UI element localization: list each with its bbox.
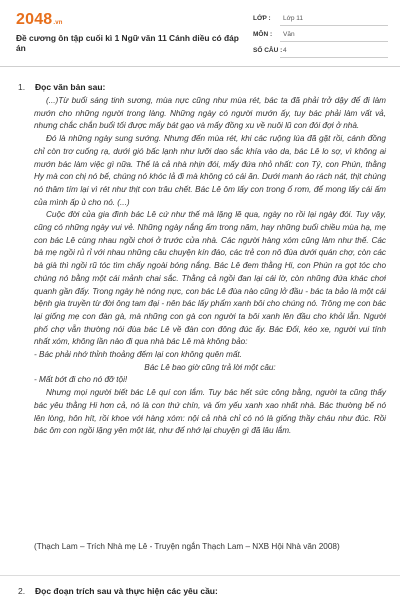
passage-source: (Thạch Lam – Trích Nhà mẹ Lê - Truyện ngắn Thạch Lam – NXB Hội Nhà văn 2008) [34, 542, 340, 551]
question-count-underline [280, 57, 388, 58]
question-1-title: Đọc văn bản sau: [35, 82, 106, 92]
subject-value: Văn [283, 31, 295, 38]
question-2-number: 2. [18, 586, 26, 596]
document-title: Đề cương ôn tập cuối kì 1 Ngữ văn 11 Cánh diều có đáp án [16, 33, 239, 53]
passage-paragraph: Cuộc đời của gia đình bác Lê cứ như thế mà lặng lẽ qua, ngày no rồi lại ngày đói. Tuy vậy, cũng có những ngày vui vẻ. Những ngày nắng ấm trong năm, hay những buổi chiều mùa hạ, mẹ con bác Lê cùng nhau ngồi chơi ở trước cửa nhà. Các người hàng xóm cũng làm như thế. Các bà mẹ ngồi rủ rỉ với nhau những câu chuyện kín đáo, các trẻ con nô đùa dưới quán chợ, còn các bà già thì ngồi rũ tóc tìm chấy ngoài bóng nắng. Bác Lê đem thằng Hi, con Phún ra gọt tóc cho chúng nó bằng một cái mảnh chai sắc. Thằng cả ngồi đan lại cái lờ, còn những đứa khác chơi quanh gần đấy. Trong ngày hè nóng nực, con bác Lê đùa nào cũng lở đầu - bác ta bảo là một cái bệnh gia truyền từ đời ông tam đại - nên bác lấy phẩm xanh bôi cho chúng nó. Trông mẹ con bác lại giống mẹ con đàn gà, mà những con gà con người ta bôi xanh lên đầu cho khỏi lẫn. Người phố chợ vẫn thường nói đùa bác Lê về đàn con đông đúc ấy. Bác Đối, kéo xe, người vui tính nhất xóm, không lần nào đi qua nhà bác Lê mà không bảo: [34, 210, 386, 347]
document-header [0, 0, 400, 67]
question-divider [0, 575, 400, 576]
site-logo[interactable] [16, 11, 63, 29]
question-2-title: Đọc đoạn trích sau và thực hiện các yêu cầu: [35, 586, 218, 596]
logo-text: 2048 [16, 11, 53, 28]
question-count-label: SỐ CÂU : [253, 47, 283, 54]
passage-dialogue: - Bác phải nhớ thỉnh thoảng đếm lại con không quên mất. [34, 350, 242, 360]
question-1-passage [34, 95, 386, 438]
grade-underline [280, 25, 388, 26]
passage-paragraph: (...)Từ buổi sáng tinh sương, mùa nực cũng như mùa rét, bác ta đã phải trở dậy để đi làm mướn cho những người trong làng. Những ngày có người mướn ấy, tuy bác phải làm vất vả, nhưng chắc chắn buổi tối được mấy bát gạo và mấy đồng xu về nuôi lũ con đói đợi ở nhà. [34, 96, 386, 131]
logo-tld: .vn [53, 20, 63, 26]
passage-dialogue: Bác Lê bao giờ cũng trả lời một câu: [144, 362, 276, 372]
subject-underline [280, 41, 388, 42]
subject-label: MÔN : [253, 31, 273, 38]
grade-value: Lớp 11 [283, 15, 304, 22]
passage-paragraph: Nhưng mọi người biết bác Lê quí con lắm. Tuy bác hết sức công bằng, người ta cũng thấy bác yêu thằng Hi hơn cả, nó là con thứ chín, và ốm yếu xanh xao nhất nhà. Bác thường bế nó lên lòng, hôn hít, rồi khoe với hàng xóm: nội cả nhà chỉ có nó là giống thầy cháu như đúc. Rồi bác ôm con ngồi lặng yên một lát, như để nhớ lại chuyện gì đã lâu lắm. [34, 388, 386, 436]
grade-label: LỚP : [253, 15, 271, 22]
question-count-value: 4 [283, 47, 287, 54]
question-1-number: 1. [18, 82, 26, 92]
passage-paragraph: Đó là những ngày sung sướng. Nhưng đến mùa rét, khi các ruộng lúa đã gặt rồi, cánh đồng chỉ còn trơ cuống rạ, dưới gió bấc lạnh như lưỡi dao sắc khía vào da, bác Lê lo sợ, vì không ai mướn bác làm việc gì nữa. Thế là cả nhà nhịn đói, mấy đứa nhỏ nhất: con Tý, con Phún, thằng Hy mà con chị nó bế, chúng nó khóc lả đi mà không có cái ăn. Dưới manh áo rách nát, thịt chúng nó thâm tím lại vì rét như thịt con trâu chết. Bác Lê ôm lấy con trong ổ rơm, để mong lấy cái ấm của mình ấp ủ cho nó. (...) [34, 134, 386, 207]
passage-dialogue: - Mất bớt đi cho nó đỡ tội! [34, 375, 128, 385]
